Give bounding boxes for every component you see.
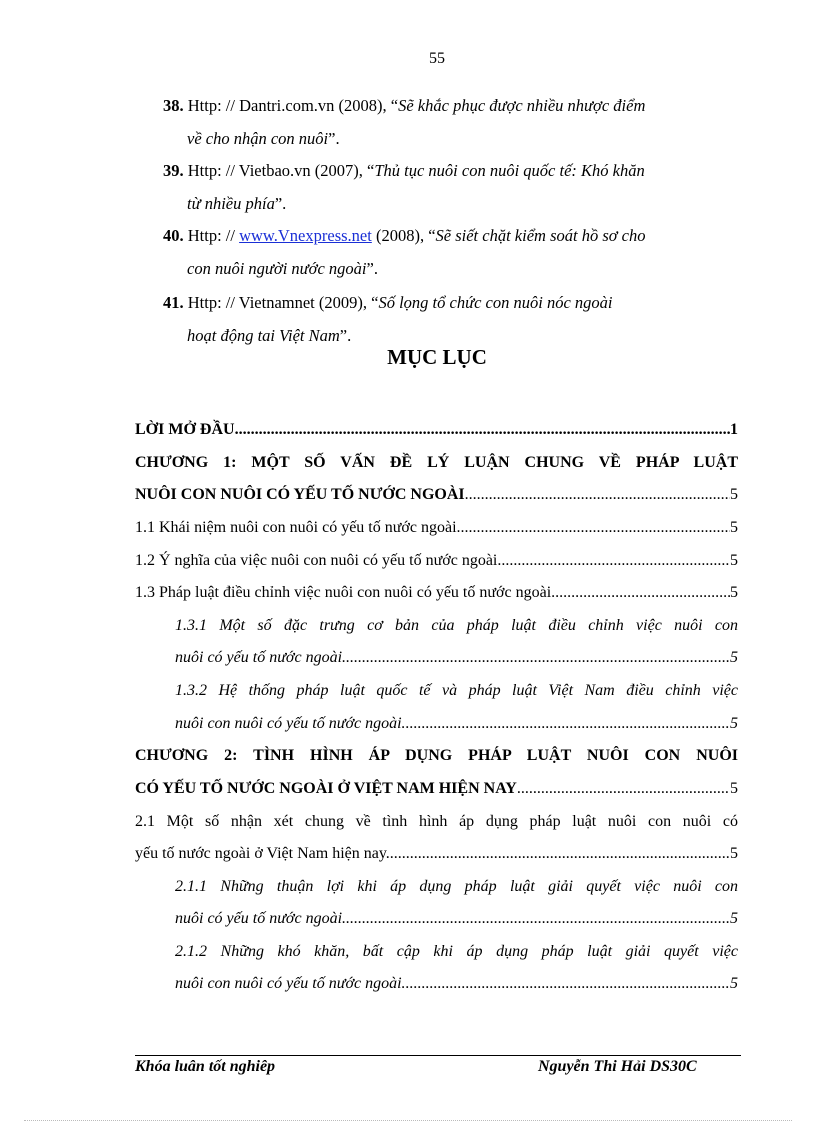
- reference-link[interactable]: www.Vnexpress.net: [239, 226, 372, 245]
- page-number: 55: [429, 50, 445, 67]
- toc-entry-1-3-2[interactable]: [175, 708, 738, 740]
- toc-leader: [406, 968, 730, 1000]
- reference-39: [163, 154, 739, 220]
- toc-leader: [390, 838, 730, 870]
- toc-page-number: 5: [730, 715, 738, 732]
- toc-page-number: 5: [730, 649, 738, 666]
- toc-entry-1-3-1-line1[interactable]: 1.3.1 Một số đặc trưng cơ bản của pháp luật điều chỉnh việc nuôi con: [175, 617, 738, 634]
- reference-title-cont: từ nhiều phía: [187, 194, 275, 213]
- reference-title: Sẽ siết chặt kiểm soát hồ sơ cho: [435, 226, 646, 245]
- reference-title: Sẽ khắc phục được nhiều nhược điểm: [398, 96, 646, 115]
- page-bottom-border: [24, 1120, 792, 1121]
- toc-entry-label: nuôi có yếu tố nước ngoài: [175, 910, 343, 927]
- toc-page-number: 5: [730, 519, 738, 536]
- toc-page-number: 1: [730, 421, 738, 438]
- reference-year: (2008), “: [371, 226, 436, 245]
- toc-entry-label: 1.3 Pháp luật điều chỉnh việc nuôi con nuôi có yếu tố nước ngoài.: [135, 584, 556, 601]
- reference-title: Thủ tục nuôi con nuôi quốc tế: Khó khăn: [374, 161, 645, 180]
- reference-title-cont: về cho nhận con nuôi: [187, 129, 329, 148]
- toc-entry-1-3[interactable]: [135, 577, 738, 609]
- footer-author: Nguyễn Thi Hải DS30C: [538, 1058, 697, 1075]
- reference-number: 40.: [163, 226, 184, 245]
- toc-leader: [501, 545, 730, 577]
- reference-close: ”.: [274, 194, 287, 213]
- toc-chapter-1-line1[interactable]: CHƯƠNG 1: MỘT SỐ VẤN ĐỀ LÝ LUẬN CHUNG VỀ PHÁP LUẬT: [135, 454, 738, 471]
- toc-page-number: 5: [730, 975, 738, 992]
- toc-page-number: 5: [730, 552, 738, 569]
- toc-page-number: 5: [730, 584, 738, 601]
- reference-title: Số lọng tổ chức con nuôi nóc ngoài: [378, 293, 613, 312]
- toc-leader: [555, 577, 730, 609]
- toc-leader: [465, 479, 730, 511]
- reference-title-cont: con nuôi người nước ngoài: [187, 259, 367, 278]
- toc-page-number: 5: [730, 910, 738, 927]
- toc-entry-1-2[interactable]: [135, 545, 738, 577]
- toc-entry-2-1-2[interactable]: [175, 968, 738, 1000]
- table-of-contents: [135, 414, 738, 994]
- toc-entry-label: 1.2 Ý nghĩa của việc nuôi con nuôi có yếu tố nước ngoài.: [135, 552, 502, 569]
- reference-source: Http: // Dantri.com.vn (2008), “: [187, 96, 399, 115]
- toc-entry-label: NUÔI CON NUÔI CÓ YẾU TỐ NƯỚC NGOÀI: [135, 486, 465, 503]
- toc-entry-2-1-2-line1[interactable]: 2.1.2 Những khó khăn, bất cập khi áp dụng pháp luật giải quyết việc: [175, 943, 738, 960]
- reference-number: 39.: [163, 161, 184, 180]
- toc-chapter-2-line1[interactable]: CHƯƠNG 2: TÌNH HÌNH ÁP DỤNG PHÁP LUẬT NUÔI CON NUÔI: [135, 747, 738, 764]
- toc-title: MỤC LỤC: [387, 345, 487, 369]
- footer-document-type: Khóa luân tốt nghiêp: [135, 1058, 276, 1075]
- reference-title-cont: hoạt động tai Việt Nam: [187, 326, 340, 345]
- toc-page-number: 5: [730, 486, 738, 503]
- toc-entry-2-1-1[interactable]: [175, 903, 738, 935]
- toc-entry-1-3-2-line1[interactable]: 1.3.2 Hệ thống pháp luật quốc tế và pháp luật Việt Nam điều chỉnh việc: [175, 682, 738, 699]
- toc-entry-label: LỜI MỞ ĐẦU: [135, 421, 235, 438]
- toc-entry-chapter-2[interactable]: [135, 773, 738, 805]
- toc-entry-2-1-1-line1[interactable]: 2.1.1 Những thuận lợi khi áp dụng pháp luật giải quyết việc nuôi con: [175, 878, 738, 895]
- reference-number: 41.: [163, 293, 184, 312]
- reference-source: Http: // Vietbao.vn (2007), “: [187, 161, 375, 180]
- toc-entry-intro[interactable]: [135, 414, 738, 446]
- reference-close: ”.: [366, 259, 378, 278]
- reference-41: [163, 286, 739, 352]
- reference-38: [163, 89, 739, 155]
- toc-leader: [342, 903, 730, 935]
- reference-number: 38.: [163, 96, 184, 115]
- footer-divider: [135, 1055, 741, 1056]
- reference-source: Http: // Vietnamnet (2009), “: [187, 293, 379, 312]
- toc-leader: [346, 642, 730, 674]
- toc-entry-chapter-1[interactable]: [135, 479, 738, 511]
- reference-40: [163, 219, 739, 285]
- toc-entry-1-1[interactable]: [135, 512, 738, 544]
- toc-entry-1-3-1[interactable]: [175, 642, 738, 674]
- toc-entry-label: 1.1 Khái niệm nuôi con nuôi có yếu tố nước ngoài.: [135, 519, 461, 536]
- toc-leader: [461, 512, 730, 544]
- reference-source: Http: //: [187, 226, 240, 245]
- toc-leader: [517, 773, 730, 805]
- toc-entry-2-1-line1[interactable]: 2.1 Một số nhận xét chung về tình hình áp dụng pháp luật nuôi con nuôi có: [135, 813, 738, 830]
- reference-close: ”.: [328, 129, 340, 148]
- toc-leader: [406, 708, 730, 740]
- toc-entry-label: CÓ YẾU TỐ NƯỚC NGOÀI Ở VIỆT NAM HIỆN NAY: [135, 780, 517, 797]
- toc-entry-label: nuôi con nuôi có yếu tố nước ngoài.: [175, 975, 406, 992]
- toc-entry-label: nuôi con nuôi có yếu tố nước ngoài.: [175, 715, 406, 732]
- reference-close: ”.: [339, 326, 352, 345]
- toc-page-number: 5: [730, 780, 738, 797]
- toc-entry-label: nuôi có yếu tố nước ngoài.: [175, 649, 347, 666]
- toc-entry-label: yếu tố nước ngoài ở Việt Nam hiện nay.: [135, 845, 390, 862]
- toc-leader: [235, 414, 730, 446]
- toc-page-number: 5: [730, 845, 738, 862]
- toc-entry-2-1[interactable]: [135, 838, 738, 870]
